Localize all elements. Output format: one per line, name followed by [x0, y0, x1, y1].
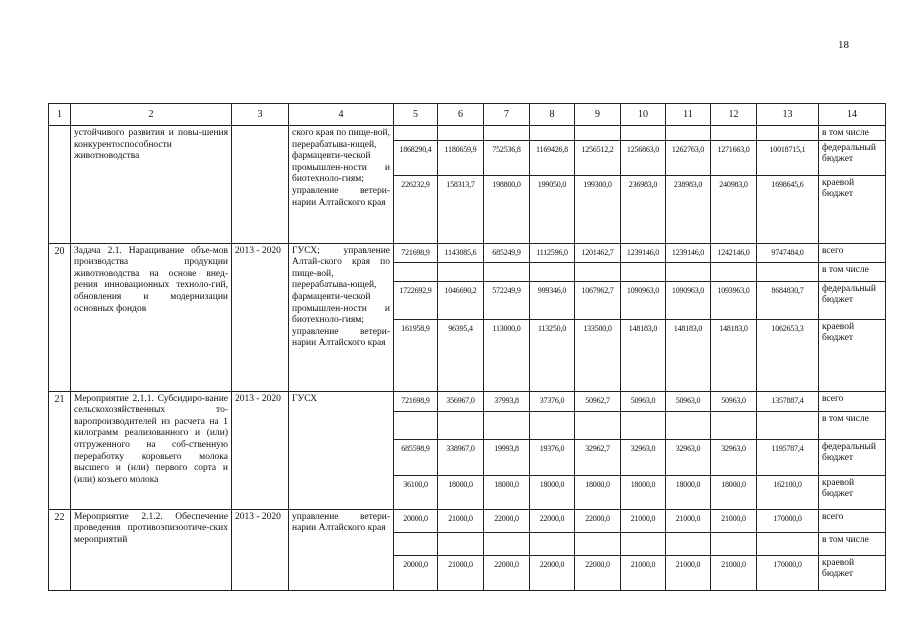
amount-cell: [575, 532, 621, 555]
amount-cell: 18000,0: [711, 475, 757, 509]
table-body: [49, 104, 886, 591]
row-number: 20: [49, 243, 71, 391]
amount-cell: 162100,0: [757, 475, 819, 509]
executor: управление ветери-нарии Алтайского края: [289, 509, 394, 590]
amount-cell: 148183,0: [621, 319, 666, 391]
amount-cell: 32963,0: [666, 439, 711, 475]
amount-cell: [666, 262, 711, 281]
measure-name: Мероприятие 2.1.1. Субсидиро-вание сельскохозяйственных то-варопроизводителей из расчета на 1 килограмм реализованного и (или) отгруженного на соб-ственную переработку коровьего молока высшего и (или) первого сорта и (или) козьего молока: [71, 391, 232, 509]
amount-cell: 1180659,9: [438, 140, 484, 175]
amount-cell: 9747484,0: [757, 243, 819, 262]
amount-cell: 1062653,3: [757, 319, 819, 391]
amount-cell: [666, 126, 711, 141]
period: 2013 - 2020: [232, 391, 289, 509]
funding-source: всего: [819, 509, 886, 532]
amount-cell: 22000,0: [575, 555, 621, 590]
amount-cell: 199050,0: [530, 175, 575, 243]
amount-cell: [575, 411, 621, 439]
amount-cell: [438, 411, 484, 439]
amount-cell: 236983,0: [621, 175, 666, 243]
amount-cell: [530, 532, 575, 555]
amount-cell: [711, 532, 757, 555]
amount-cell: 148183,0: [666, 319, 711, 391]
amount-cell: 1090963,0: [666, 281, 711, 319]
amount-cell: [484, 532, 530, 555]
row-number: 21: [49, 391, 71, 509]
amount-cell: 36100,0: [394, 475, 438, 509]
amount-cell: 752536,8: [484, 140, 530, 175]
amount-cell: 50962,7: [575, 391, 621, 411]
amount-cell: 18000,0: [575, 475, 621, 509]
amount-cell: 20000,0: [394, 509, 438, 532]
amount-cell: 1698645,6: [757, 175, 819, 243]
amount-cell: 170000,0: [757, 555, 819, 590]
funding-source: в том числе: [819, 411, 886, 439]
funding-source: всего: [819, 243, 886, 262]
header-cell: 13: [757, 104, 819, 126]
amount-cell: 148183,0: [711, 319, 757, 391]
amount-cell: 96395,4: [438, 319, 484, 391]
amount-cell: [530, 262, 575, 281]
amount-cell: 685598,9: [394, 439, 438, 475]
header-cell: 9: [575, 104, 621, 126]
amount-cell: 238983,0: [666, 175, 711, 243]
funding-source: всего: [819, 391, 886, 411]
measure-name: устойчивого развития и повы-шения конкурентоспособности животноводства: [71, 126, 232, 244]
page-number: 18: [838, 39, 849, 51]
amount-cell: 21000,0: [621, 509, 666, 532]
amount-cell: 1067962,7: [575, 281, 621, 319]
funding-source: федеральный бюджет: [819, 439, 886, 475]
header-cell: 6: [438, 104, 484, 126]
amount-cell: 50963,0: [666, 391, 711, 411]
header-cell: 3: [232, 104, 289, 126]
amount-cell: [530, 126, 575, 141]
amount-cell: 1090963,0: [621, 281, 666, 319]
period: 2013 - 2020: [232, 243, 289, 391]
amount-cell: 22000,0: [530, 509, 575, 532]
amount-cell: 113000,0: [484, 319, 530, 391]
amount-cell: 1112596,0: [530, 243, 575, 262]
amount-cell: 18000,0: [438, 475, 484, 509]
table-header-row: [49, 104, 886, 126]
amount-cell: 19376,0: [530, 439, 575, 475]
executor: ГУСХ: [289, 391, 394, 509]
amount-cell: 1868290,4: [394, 140, 438, 175]
amount-cell: 21000,0: [666, 509, 711, 532]
executor: ского края по пище-вой, перерабатыва-ющей, фармацевти-ческой промышлен-ности и биотехноло-гиям; управление ветери-нарии Алтайского края: [289, 126, 394, 244]
amount-cell: 10018715,1: [757, 140, 819, 175]
header-cell: 10: [621, 104, 666, 126]
amount-cell: [484, 411, 530, 439]
amount-cell: 240983,0: [711, 175, 757, 243]
funding-source: краевой бюджет: [819, 175, 886, 243]
amount-cell: 19993,8: [484, 439, 530, 475]
amount-cell: 21000,0: [621, 555, 666, 590]
amount-cell: [757, 126, 819, 141]
amount-cell: 161958,9: [394, 319, 438, 391]
amount-cell: 1256512,2: [575, 140, 621, 175]
amount-cell: 356967,0: [438, 391, 484, 411]
amount-cell: 32962,7: [575, 439, 621, 475]
amount-cell: [394, 532, 438, 555]
amount-cell: 999346,0: [530, 281, 575, 319]
amount-cell: [621, 262, 666, 281]
amount-cell: [394, 262, 438, 281]
amount-cell: 133500,0: [575, 319, 621, 391]
amount-cell: [666, 411, 711, 439]
header-cell: 8: [530, 104, 575, 126]
amount-cell: [711, 126, 757, 141]
amount-cell: 572249,9: [484, 281, 530, 319]
period: [232, 126, 289, 244]
amount-cell: 18000,0: [530, 475, 575, 509]
amount-cell: 1357887,4: [757, 391, 819, 411]
amount-cell: [530, 411, 575, 439]
amount-cell: [394, 411, 438, 439]
amount-cell: 1143085,6: [438, 243, 484, 262]
table-row: [49, 509, 886, 532]
amount-cell: 8684830,7: [757, 281, 819, 319]
amount-cell: [621, 532, 666, 555]
amount-cell: 37993,8: [484, 391, 530, 411]
amount-cell: 721698,9: [394, 243, 438, 262]
amount-cell: [711, 262, 757, 281]
funding-source: краевой бюджет: [819, 555, 886, 590]
amount-cell: [711, 411, 757, 439]
amount-cell: [757, 262, 819, 281]
amount-cell: [394, 126, 438, 141]
amount-cell: 721698,9: [394, 391, 438, 411]
executor: ГУСХ; управление Алтай-ского края по пище-вой, перерабатыва-ющей, фармацевти-ческой промышлен-ности и биотехноло-гиям; управление ветери-нарии Алтайского края: [289, 243, 394, 391]
funding-source: федеральный бюджет: [819, 140, 886, 175]
amount-cell: 22000,0: [575, 509, 621, 532]
amount-cell: [575, 262, 621, 281]
amount-cell: 50963,0: [711, 391, 757, 411]
amount-cell: 18000,0: [666, 475, 711, 509]
amount-cell: 18000,0: [621, 475, 666, 509]
header-cell: 12: [711, 104, 757, 126]
amount-cell: [484, 262, 530, 281]
amount-cell: 1271663,0: [711, 140, 757, 175]
amount-cell: 198800,0: [484, 175, 530, 243]
funding-source: краевой бюджет: [819, 475, 886, 509]
measure-name: Мероприятие 2.1.2. Обеспечение проведения противоэпизоотиче-ских мероприятий: [71, 509, 232, 590]
amount-cell: 170000,0: [757, 509, 819, 532]
amount-cell: [575, 126, 621, 141]
amount-cell: [438, 532, 484, 555]
amount-cell: 32963,0: [711, 439, 757, 475]
amount-cell: [438, 262, 484, 281]
funding-source: в том числе: [819, 126, 886, 141]
amount-cell: [621, 411, 666, 439]
amount-cell: 1262763,0: [666, 140, 711, 175]
amount-cell: 1201462,7: [575, 243, 621, 262]
funding-source: краевой бюджет: [819, 319, 886, 391]
funding-source: в том числе: [819, 262, 886, 281]
amount-cell: [438, 126, 484, 141]
amount-cell: 1256863,0: [621, 140, 666, 175]
amount-cell: [757, 411, 819, 439]
amount-cell: 21000,0: [666, 555, 711, 590]
amount-cell: 1722692,9: [394, 281, 438, 319]
amount-cell: 20000,0: [394, 555, 438, 590]
amount-cell: 1169426,8: [530, 140, 575, 175]
amount-cell: 1242146,0: [711, 243, 757, 262]
amount-cell: 21000,0: [711, 555, 757, 590]
amount-cell: 22000,0: [484, 509, 530, 532]
amount-cell: 37376,0: [530, 391, 575, 411]
amount-cell: 21000,0: [438, 509, 484, 532]
amount-cell: 226232,9: [394, 175, 438, 243]
amount-cell: 1239146,0: [621, 243, 666, 262]
amount-cell: 22000,0: [484, 555, 530, 590]
header-cell: 5: [394, 104, 438, 126]
amount-cell: 158313,7: [438, 175, 484, 243]
table-row: [49, 391, 886, 411]
header-cell: 11: [666, 104, 711, 126]
header-cell: 2: [71, 104, 232, 126]
amount-cell: 50963,0: [621, 391, 666, 411]
measure-name: Задача 2.1. Наращивание объе-мов производства продукции животноводства на основе внед-рения инновационных техноло-гий, обновления и модернизации основных фондов: [71, 243, 232, 391]
header-cell: 4: [289, 104, 394, 126]
period: 2013 - 2020: [232, 509, 289, 590]
amount-cell: 113250,0: [530, 319, 575, 391]
amount-cell: 18000,0: [484, 475, 530, 509]
row-number: 22: [49, 509, 71, 590]
funding-source: федеральный бюджет: [819, 281, 886, 319]
header-cell: 14: [819, 104, 886, 126]
amount-cell: 21000,0: [438, 555, 484, 590]
row-number: [49, 126, 71, 244]
amount-cell: 1195787,4: [757, 439, 819, 475]
amount-cell: 338967,0: [438, 439, 484, 475]
amount-cell: 22000,0: [530, 555, 575, 590]
amount-cell: 1239146,0: [666, 243, 711, 262]
table-row: [49, 243, 886, 262]
amount-cell: 685249,9: [484, 243, 530, 262]
amount-cell: 21000,0: [711, 509, 757, 532]
funding-source: в том числе: [819, 532, 886, 555]
program-table: [48, 103, 886, 591]
amount-cell: 1046690,2: [438, 281, 484, 319]
header-cell: 7: [484, 104, 530, 126]
table-row: [49, 126, 886, 141]
amount-cell: [757, 532, 819, 555]
header-cell: 1: [49, 104, 71, 126]
amount-cell: 32963,0: [621, 439, 666, 475]
amount-cell: [666, 532, 711, 555]
amount-cell: 1093963,0: [711, 281, 757, 319]
amount-cell: [484, 126, 530, 141]
amount-cell: 199300,0: [575, 175, 621, 243]
amount-cell: [621, 126, 666, 141]
